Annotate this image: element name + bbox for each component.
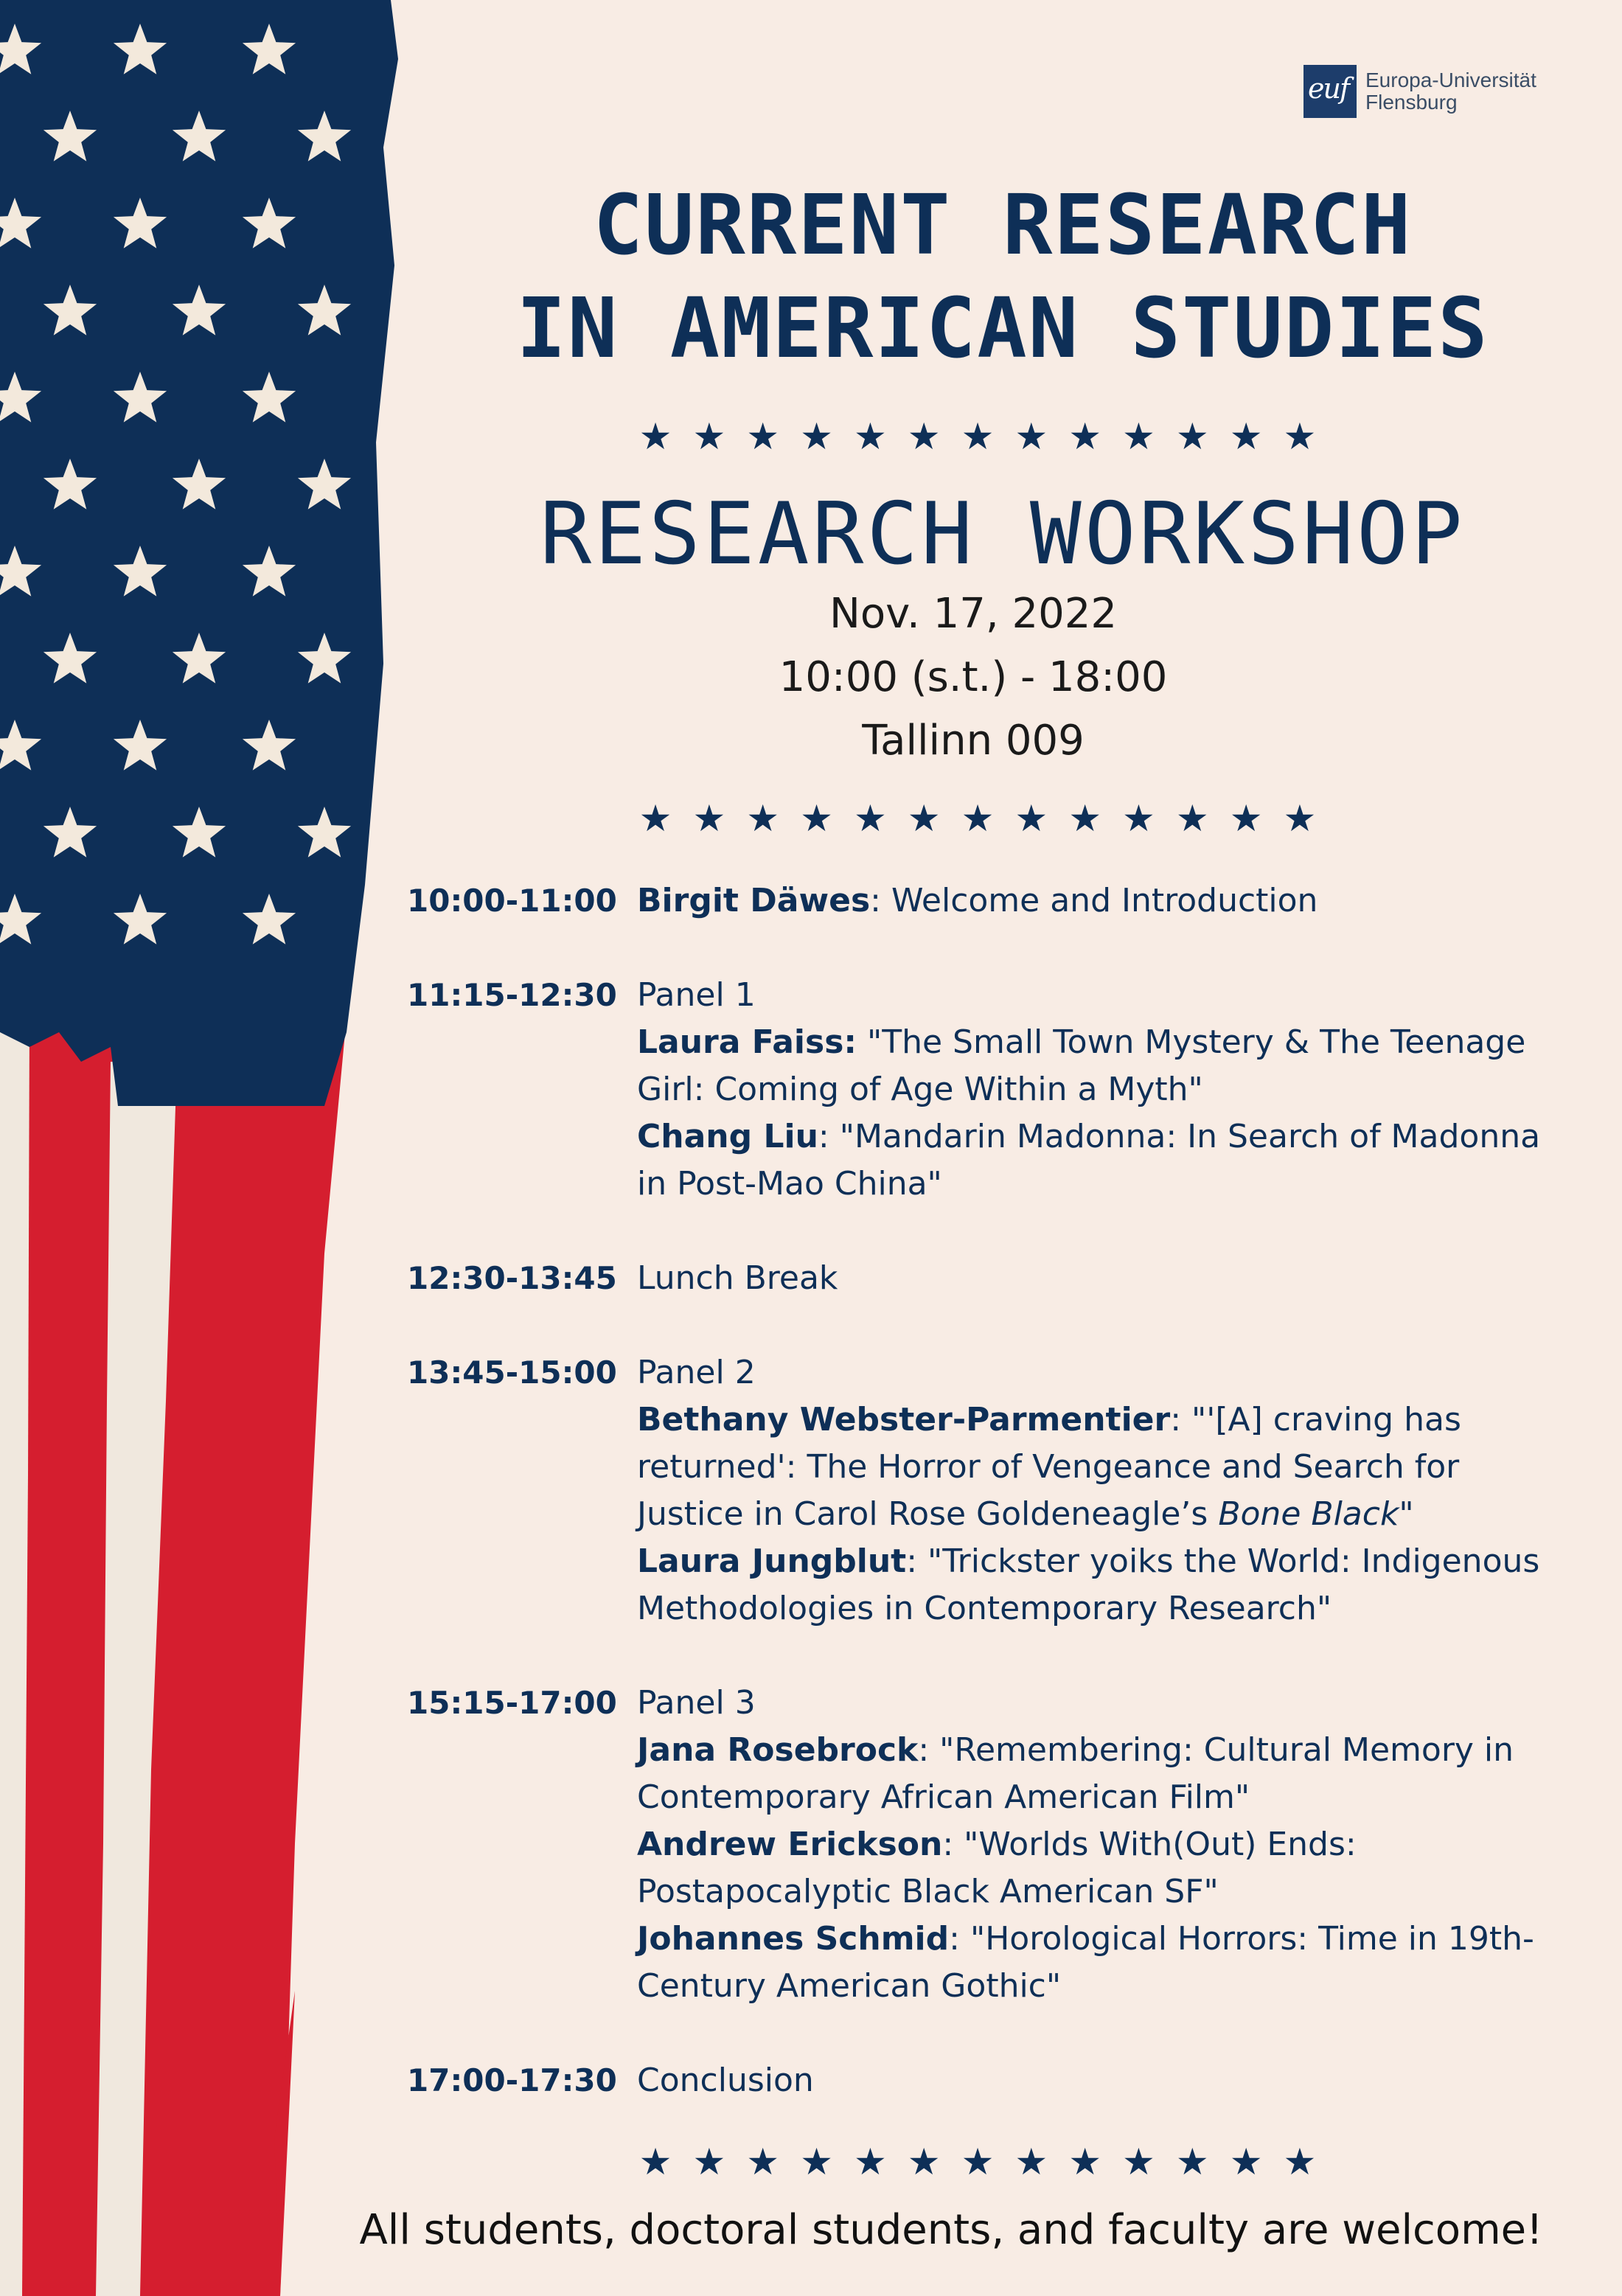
talk [637,1396,1557,1538]
schedule-content [637,1349,1557,1632]
talk-separator: : [918,1731,940,1769]
welcome-footer: All students, doctoral students, and faculty are welcome! [359,2206,1543,2254]
schedule-time: 11:15-12:30 [407,977,617,1013]
talk [637,877,1557,925]
title-line-2: IN AMERICAN STUDIES [516,281,1489,377]
event-date: Nov. 17, 2022 [829,590,1117,638]
schedule-content [637,1680,1557,2010]
talk-title-italic: Bone Black [1218,1495,1399,1533]
schedule-content [637,2057,1557,2104]
schedule-label: Lunch Break [637,1259,838,1297]
talk-separator [857,1023,867,1061]
talk-tail: " [1399,1495,1414,1533]
talk-separator: : [818,1118,840,1155]
talk-separator: : [870,882,891,919]
schedule-content [637,1255,1557,1302]
talk-separator: : [906,1542,928,1580]
talk-title: "Trickster yoiks the World: Indigenous Methodologies in Contemporary Research" [637,1542,1540,1627]
schedule-content [637,877,1557,925]
talk-title: "Remembering: Cultural Memory in Contemporary African American Film" [637,1731,1514,1816]
speaker-name: Johannes Schmid [637,1920,950,1958]
schedule-time: 17:00-17:30 [407,2062,617,2098]
talk-separator: : [942,1826,964,1863]
schedule-label: Panel 3 [637,1684,756,1722]
schedule-time: 12:30-13:45 [407,1260,617,1296]
talk-title: Welcome and Introduction [891,882,1318,919]
speaker-name: Chang Liu [637,1118,818,1155]
speaker-name: Laura Jungblut [637,1542,907,1580]
logo-mark: euf [1303,65,1357,118]
talk [637,1113,1557,1208]
logo-line-2: Flensburg [1365,91,1458,114]
talk [637,1821,1557,1916]
stars-divider-top: ★★★★★★★★★★★★★ [638,415,1337,458]
schedule-time: 10:00-11:00 [407,883,617,919]
talk-separator: : [949,1920,970,1958]
talk-separator: : [1170,1401,1192,1439]
speaker-name: Jana Rosebrock [637,1731,919,1769]
talk-title: "The Small Town Mystery & The Teenage Girl: Coming of Age Within a Myth" [637,1023,1526,1108]
stars-divider-middle: ★★★★★★★★★★★★★ [638,797,1337,840]
speaker-name: Laura Faiss: [637,1023,857,1061]
american-flag-graphic [0,0,413,2296]
schedule-row [407,1255,1557,1302]
talk-title: "'[A] craving has returned': The Horror of Vengeance and Search for Justice in Carol Rose Goldeneagle’s [637,1401,1461,1533]
schedule-time: 13:45-15:00 [407,1354,617,1391]
schedule-row [407,2057,1557,2104]
stars-divider-bottom: ★★★★★★★★★★★★★ [638,2140,1337,2183]
title-line-1: CURRENT RESEARCH [593,178,1413,274]
schedule-content [637,972,1557,1208]
speaker-name: Birgit Däwes [637,882,871,919]
talk [637,1916,1557,2010]
talk [637,1019,1557,1113]
schedule-row [407,877,1557,925]
talk-title: "Horological Horrors: Time in 19th-Century American Gothic" [637,1920,1534,2005]
event-room: Tallinn 009 [862,717,1085,765]
schedule [407,877,1557,2151]
schedule-time: 15:15-17:00 [407,1685,617,1721]
logo-text [1365,69,1536,114]
page-title [398,174,1607,380]
logo-line-1: Europa-Universität [1365,69,1536,91]
schedule-label: Panel 1 [637,976,756,1014]
university-logo [1303,65,1536,118]
event-info [398,582,1548,773]
talk [637,1538,1557,1632]
schedule-row [407,1349,1557,1632]
talk-title: "Worlds With(Out) Ends: Postapocalyptic Black American SF" [637,1826,1357,1910]
talk [637,1727,1557,1821]
talk-title: "Mandarin Madonna: In Search of Madonna in Post-Mao China" [637,1118,1541,1203]
schedule-label: Conclusion [637,2062,814,2099]
workshop-subtitle: RESEARCH WORKSHOP [540,484,1466,584]
schedule-row [407,1680,1557,2010]
schedule-label: Panel 2 [637,1354,756,1391]
speaker-name: Bethany Webster-Parmentier [637,1401,1171,1439]
event-time: 10:00 (s.t.) - 18:00 [779,653,1168,701]
schedule-row [407,972,1557,1208]
speaker-name: Andrew Erickson [637,1826,943,1863]
